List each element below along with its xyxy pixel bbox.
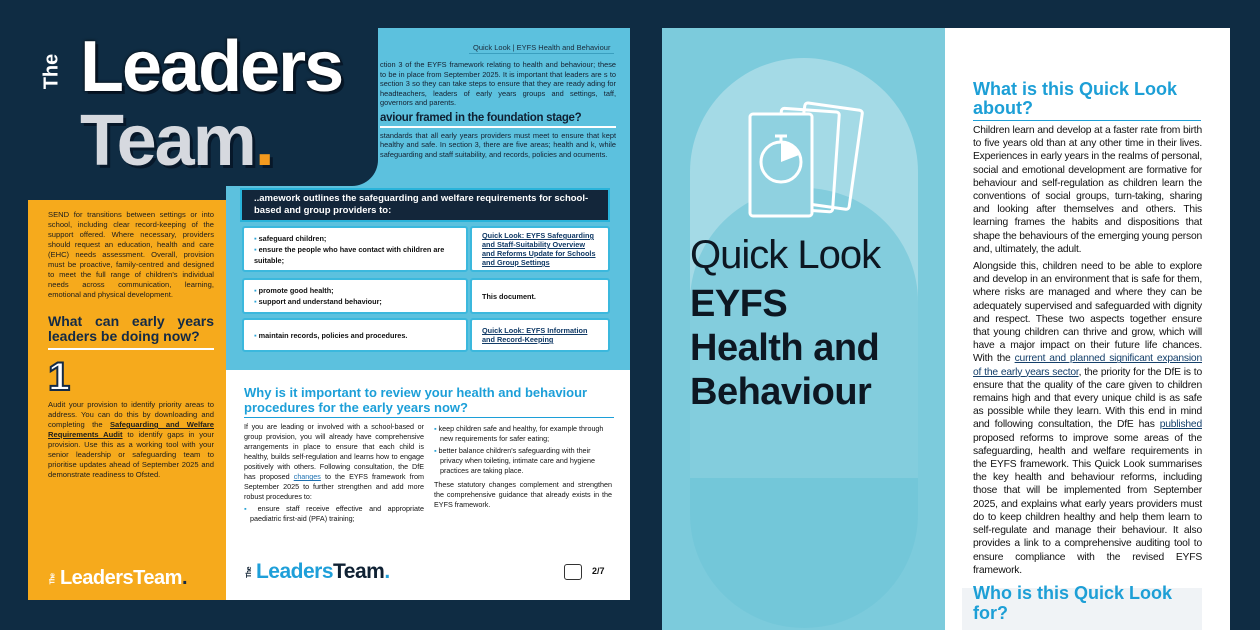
logo-team: Team <box>133 567 182 590</box>
list-item: ▪ support and understand behaviour; <box>254 296 456 307</box>
p2-text-c: proposed reforms to improve some areas of the safeguarding, health and welfare requirements in the EYFS framework. This Quick Look summarises the key health and behaviour reforms, including those that will be implemented from September 2025, and explains what early years providers must do to keep children healthy and help them learn to self-regulate and manage their behaviour. It also provides a link to a comprehensive auditing tool to ensure compliance with the revised EYFS framework. <box>973 432 1202 576</box>
expansion-link[interactable]: current and planned significant expansion of the early years sector <box>973 353 1202 378</box>
table-row-3-ref <box>470 318 610 352</box>
logo-dot: . <box>384 560 390 583</box>
logo-the: The <box>49 573 57 585</box>
quick-look-cards-icon <box>746 100 866 220</box>
step-text-a: Audit your provision to identify priority areas to address. You can do this by downloading and completing the <box>48 400 214 429</box>
page-header: Quick Look | EYFS Health and Behaviour <box>469 42 614 54</box>
foundation-heading: aviour framed in the foundation stage? <box>380 111 616 128</box>
page-left-orange <box>28 200 226 600</box>
step-text <box>48 400 214 480</box>
leaders-team-logo <box>0 0 378 186</box>
logo-the: The <box>40 53 63 90</box>
intro-text-2: standards that all early years providers must meet to ensure that kept healthy and safe. In section 3, there are five areas; health and k, while safeguarding and staff suitability, and records, policies and ocuments. <box>380 130 616 159</box>
why-column-right <box>434 422 612 510</box>
published-link[interactable]: published <box>1159 419 1202 431</box>
page-number: 2/7 <box>592 566 605 576</box>
logo-team-line <box>80 101 273 181</box>
why-heading: Why is it important to review your health and behaviour procedures for the early years now? <box>244 385 614 418</box>
about-heading: What is this Quick Look about? <box>973 80 1201 121</box>
why-text-a: If you are leading or involved with a school-based or group provision, you will already have comprehensive arrangements in place to ensure that each child is healthy, builds self-regulation and learns how to engage positively with others. Following consultation, the DfE has proposed <box>244 422 424 481</box>
list-item: ▪ safeguard children; <box>254 233 456 244</box>
record-keeping-quicklook-link[interactable]: Quick Look: EYFS Information and Record-Keeping <box>482 326 588 344</box>
changes-link[interactable]: changes <box>293 472 321 481</box>
logo-the: The <box>245 566 253 578</box>
audit-link[interactable]: Safeguarding and Welfare Requirements Audit <box>48 420 214 439</box>
requirements-box-title: ..amework outlines the safeguarding and welfare requirements for school-based and group providers to: <box>240 188 610 222</box>
logo-leaders: Leaders <box>255 560 333 583</box>
intro-text: ction 3 of the EYFS framework relating to health and behaviour; these to be in place from September 2025. It is important that leaders are s to section 3 so they can take steps to ensure that they are ready ading for headteachers, leaders of early years groups and settings, taff, governors and parents. <box>380 60 616 107</box>
about-body <box>973 124 1202 623</box>
p2-text-a: Alongside this, children need to be able to explore and develop in an environment that is safe for them, where risks are managed and where they can be adequately supervised and safeguarded with dignity and respect. These two aspects together ensure that young children can thrive and grow, which will have a major impact on their future life chances. With the <box>973 261 1202 365</box>
cover-panel <box>662 28 945 630</box>
step-number: 1 <box>48 355 71 399</box>
logo-leaders: Leaders <box>59 567 134 590</box>
table-row-2-ref: This document. <box>470 278 610 314</box>
table-row-1-ref <box>470 226 610 272</box>
list-item: ▪ maintain records, policies and procedures. <box>254 330 456 341</box>
safeguarding-quicklook-link[interactable]: Quick Look: EYFS Safeguarding and Staff-Suitability Overview and Reforms Update for Schools and Group Settings <box>482 231 596 267</box>
about-paragraph-2 <box>973 260 1202 577</box>
brand-logo-footer <box>244 560 390 584</box>
list-item: ▪ ensure staff receive effective and appropriate paediatric first-aid (PFA) training; <box>244 504 424 524</box>
why-text-b: to the EYFS framework from September 2025 to further strengthen and add more robust procedures to: <box>244 472 424 501</box>
table-row-2-items <box>242 278 468 314</box>
who-heading: Who is this Quick Look for? <box>973 582 1173 623</box>
about-paragraph-1: Children learn and develop at a faster rate from birth to five years old than at any other time in their lives. Experiences in early years in the realms of personal, social and emotional development are formative for behaviour and self-regulation as children learn the conventions of social groups, turn-taking, sharing and looking after themselves and others. This learning frames the habits and dispositions that shape the behaviours of the emerging young person and, ultimately, the adult. <box>973 125 1202 255</box>
cover-title: EYFS Health and Behaviour <box>690 283 880 413</box>
send-paragraph: SEND for transitions between settings or into school, including clear record-keeping of the support offered. Where necessary, providers should request an education, health and care (EHC) needs assessment. Overall, provision must be proactive, family-centred and designed to meet the full range of children's individual needs across communication, learning, emotional and physical development. <box>48 210 214 299</box>
list-item: ▪ promote good health; <box>254 285 456 296</box>
logo-team: Team <box>333 560 385 583</box>
list-item: ▪ keep children safe and healthy, for example through new requirements for safer eating; <box>434 424 612 444</box>
closing-text: These statutory changes complement and strengthen the comprehensive guidance that already exists in the EYFS framework. <box>434 480 612 509</box>
quick-look-label: Quick Look <box>690 233 881 277</box>
p2-text-b: , the priority for the DfE is to ensure that the quality of the care given to children remains high and that every unique child is as safe as possible while they learn. With this end in mind and following consultation, the DfE has <box>973 366 1202 431</box>
table-row-3-items <box>242 318 468 352</box>
logo-leaders: Leaders <box>80 27 343 107</box>
intro-column <box>380 60 616 159</box>
page-cover <box>662 28 1230 630</box>
step-text-b: to identify gaps in your provision. Use this as a working tool with your senior leadership or safeguarding team to prioritise updates ahead of September 2025 and demonstrate readiness to Ofsted. <box>48 430 214 479</box>
crest-icon <box>564 564 582 580</box>
logo-dot: . <box>254 101 273 181</box>
logo-dot: . <box>181 567 187 590</box>
brand-logo <box>48 567 187 590</box>
why-column-left <box>244 422 424 524</box>
section-heading: What can early years leaders be doing now? <box>48 314 214 350</box>
table-row-1-items <box>242 226 468 272</box>
logo-team: Team <box>80 101 255 181</box>
list-item: ▪ ensure the people who have contact with children are suitable; <box>254 244 456 266</box>
list-item: ▪ better balance children's safeguarding with their privacy when toileting, intimate care and hygiene practices are taking place. <box>434 446 612 476</box>
